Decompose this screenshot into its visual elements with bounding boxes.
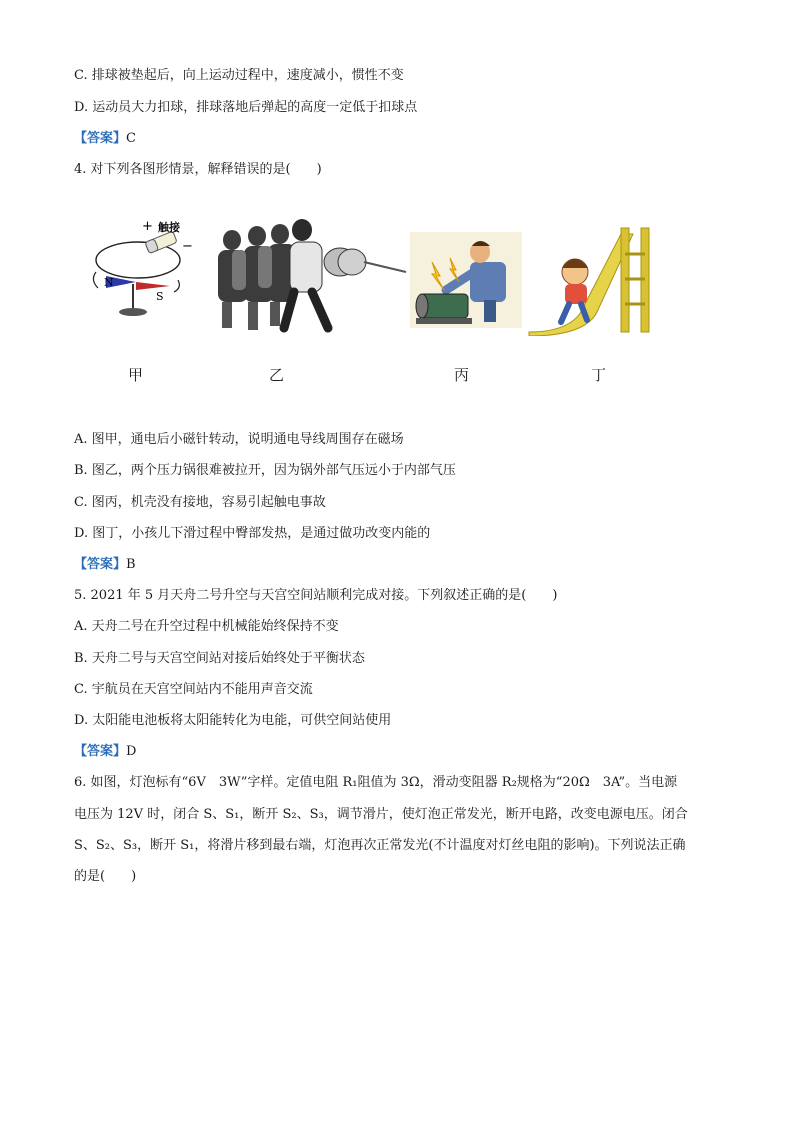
q5-stem: 5. 2021 年 5 月天舟二号升空与天宫空间站顺利完成对接。下列叙述正确的是( ) [74, 588, 558, 603]
q5-answer [74, 742, 136, 762]
touch-label: 触接 [158, 221, 180, 234]
q4-option-a: A. 图甲，通电后小磁针转动，说明通电导线周围存在磁场 [74, 432, 404, 447]
answer-value: C [126, 131, 136, 146]
south-pole: S [156, 290, 164, 303]
q6-line-1: 6. 如图，灯泡标有“6V 3W”字样。定值电阻 R₁阻值为 3Ω，滑动变阻器 R₂规格为“20Ω 3A”。当电源 [74, 775, 678, 790]
q5-option-a: A. 天舟二号在升空过程中机械能始终保持不变 [74, 619, 339, 634]
answer-value: D [126, 744, 137, 759]
caption-bing: 丙 [454, 366, 470, 384]
q5-option-d: D. 太阳能电池板将太阳能转化为电能，可供空间站使用 [74, 713, 392, 728]
q3-option-d: D. 运动员大力扣球，排球落地后弹起的高度一定低于扣球点 [74, 100, 418, 115]
figure-jia-compass [86, 214, 206, 319]
answer-value: B [126, 557, 136, 572]
caption-jia: 甲 [128, 366, 144, 384]
q4-option-c: C. 图丙，机壳没有接地，容易引起触电事故 [74, 495, 326, 510]
q6-line-2: 电压为 12V 时，闭合 S、S₁，断开 S₂、S₃，调节滑片，使灯泡正常发光，断开电路，改变电源电压。闭合 [74, 807, 688, 822]
q3-answer [74, 129, 136, 149]
figure-ding-slide [525, 224, 665, 336]
plus-sign: + [142, 219, 153, 234]
q4-option-d: D. 图丁，小孩儿下滑过程中臀部发热，是通过做功改变内能的 [74, 526, 431, 541]
caption-ding: 丁 [591, 366, 607, 384]
q4-stem: 4. 对下列各图形情景，解释错误的是( ) [74, 162, 322, 177]
figure-yi-tug-of-war [212, 210, 407, 335]
q5-option-c: C. 宇航员在天宫空间站内不能用声音交流 [74, 682, 313, 697]
caption-yi: 乙 [269, 366, 285, 384]
answer-tag: 【答案】 [74, 557, 127, 572]
minus-sign: − [182, 239, 193, 254]
q3-option-c: C. 排球被垫起后，向上运动过程中，速度减小，惯性不变 [74, 68, 404, 83]
north-pole: N [104, 276, 114, 289]
q6-line-3: S、S₂、S₃，断开 S₁，将滑片移到最右端，灯泡再次正常发光(不计温度对灯丝电阻的影响)。下列说法正确 [74, 838, 686, 853]
answer-tag: 【答案】 [74, 131, 127, 146]
q5-option-b: B. 天舟二号与天宫空间站对接后始终处于平衡状态 [74, 651, 365, 666]
q6-line-4: 的是( ) [74, 869, 137, 884]
q4-answer [74, 555, 136, 575]
figure-bing-electric-shock [410, 232, 522, 328]
answer-tag: 【答案】 [74, 744, 127, 759]
q4-option-b: B. 图乙，两个压力锅很难被拉开，因为锅外部气压远小于内部气压 [74, 463, 456, 478]
